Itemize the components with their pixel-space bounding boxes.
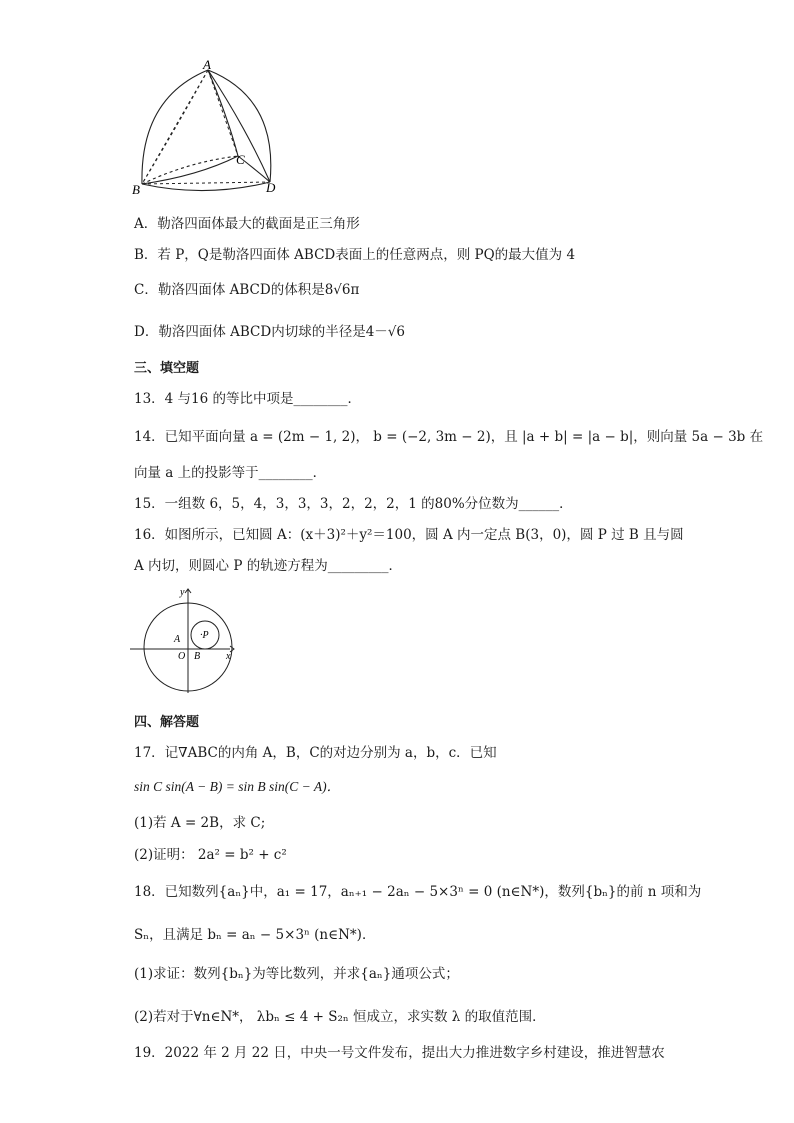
option-d: D．勒洛四面体 ABCD内切球的半径是4－√6 <box>134 324 405 340</box>
option-a: A．勒洛四面体最大的截面是正三角形 <box>134 216 360 232</box>
vertex-label-c: C <box>236 152 245 167</box>
section-4-title: 四、解答题 <box>134 715 200 730</box>
vertex-label-a: A <box>203 58 211 72</box>
axis-label-x: x <box>226 651 231 662</box>
question-15: 15．一组数 6，5，4，3，3，3，2，2，2，1 的80%分位数为______． <box>134 496 573 512</box>
point-label-o: O <box>178 651 186 662</box>
point-label-a: A <box>174 634 181 645</box>
question-17-line2: sin C sin(A − B) = sin B sin(C − A)． <box>134 779 341 794</box>
question-17-part1: (1)若 A = 2B，求 C; <box>134 815 266 831</box>
question-14-line1: 14．已知平面向量 a = (2m − 1, 2)， b = (−2, 3m − 2)，且 |a + b| = |a − b|，则向量 5a − 3b 在 <box>134 429 764 445</box>
vertex-label-b: B <box>132 182 140 197</box>
option-b: B．若 P，Q是勒洛四面体 ABCD表面上的任意两点，则 PQ的最大值为 4 <box>134 247 576 263</box>
point-label-b: B <box>194 651 201 662</box>
question-18-line1: 18．已知数列{aₙ}中，a₁ = 17，aₙ₊₁ − 2aₙ − 5×3ⁿ = 0 (n∈N*)，数列{bₙ}的前 n 项和为 <box>134 884 702 900</box>
question-14-line2: 向量 a 上的投影等于________． <box>134 465 327 481</box>
question-16-line1: 16．如图所示，已知圆 A：(x＋3)²＋y²＝100，圆 A 内一定点 B(3，0)，圆 P 过 B 且与圆 <box>134 527 684 543</box>
point-label-p: ·P <box>200 630 209 641</box>
axis-label-y: y <box>180 587 185 598</box>
reuleaux-tetrahedron-figure <box>128 58 288 198</box>
vertex-label-d: D <box>266 180 276 195</box>
question-19-line1: 19．2022 年 2 月 22 日，中央一号文件发布，提出大力推进数字乡村建设，推进智慧农 <box>134 1045 665 1061</box>
option-c: C．勒洛四面体 ABCD的体积是8√6π <box>134 282 360 298</box>
section-3-title: 三、填空题 <box>134 361 200 376</box>
question-18-part2: (2)若对于∀n∈N*， λbₙ ≤ 4 + S₂ₙ 恒成立，求实数 λ 的取值范围． <box>134 1009 546 1025</box>
question-18-line2: Sₙ，且满足 bₙ = aₙ − 5×3ⁿ (n∈N*)． <box>134 927 376 943</box>
question-17-part2: (2)证明： 2a² = b² + c² <box>134 847 287 863</box>
question-17-line1: 17．记∇ABC的内角 A，B，C的对边分别为 a，b，c．已知 <box>134 745 497 761</box>
question-16-line2: A 内切，则圆心 P 的轨迹方程为_________． <box>134 558 402 574</box>
question-13: 13．4 与16 的等比中项是________． <box>134 391 362 407</box>
circle-figure <box>130 585 240 697</box>
question-18-part1: (1)求证：数列{bₙ}为等比数列，并求{aₙ}通项公式； <box>134 966 459 982</box>
